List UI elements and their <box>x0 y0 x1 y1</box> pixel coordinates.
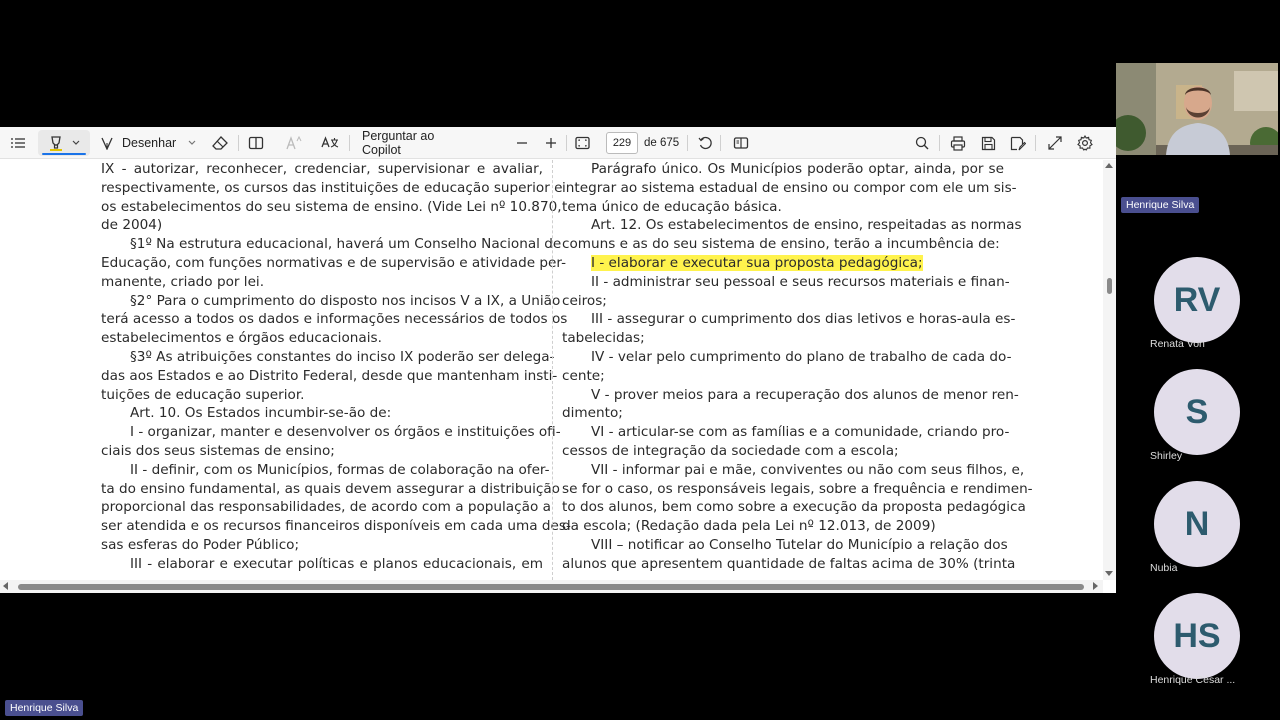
search-icon[interactable] <box>911 127 933 159</box>
contents-icon[interactable] <box>6 127 30 159</box>
toolbar-divider <box>939 135 940 151</box>
active-indicator <box>42 153 86 155</box>
text-line: V - prover meios para a recuperação dos alunos de menor ren- <box>591 386 1019 403</box>
text-line: de 2004) <box>101 217 163 234</box>
text-line: Educação, com funções normativas e de supervisão e atividade per- <box>101 254 567 271</box>
pdf-toolbar <box>0 127 1116 159</box>
text-line: to dos alunos, bem como sobre a execução da proposta pedagógica <box>562 499 1026 516</box>
text-line: Parágrafo único. Os Municípios poderão optar, ainda, por se <box>591 161 1004 177</box>
text-line: integrar ao sistema estadual de ensino ou compor com ele um sis- <box>562 179 1017 196</box>
left-text-column <box>101 160 571 574</box>
rotate-icon[interactable] <box>694 127 716 159</box>
fit-page-icon[interactable] <box>571 127 593 159</box>
text-line: comuns e as do seu sistema de ensino, terão a incumbência de: <box>562 236 1000 253</box>
settings-gear-icon[interactable] <box>1074 127 1096 159</box>
highlighted-text[interactable]: I - elaborar e executar sua proposta pedagógica; <box>591 254 923 271</box>
participant-avatar[interactable]: N <box>1154 481 1240 567</box>
text-line: IX - autorizar, reconhecer, credenciar, supervisionar e avaliar, <box>101 161 543 177</box>
translate-icon[interactable] <box>318 127 342 159</box>
participant-name: Henrique César ... <box>1150 674 1236 686</box>
text-line: VI - articular-se com as famílias e a comunidade, criando pro- <box>591 424 1010 441</box>
scroll-down-icon[interactable] <box>1105 571 1113 576</box>
text-line: alunos que apresentem quantidade de faltas acima de 30% (trinta <box>562 555 1016 572</box>
eraser-icon[interactable] <box>208 127 232 159</box>
copilot-label: Perguntar ao Copilot <box>362 129 435 157</box>
toolbar-divider <box>687 135 688 151</box>
page-number-input[interactable]: 229 <box>606 132 638 154</box>
participant-name: Nubia <box>1150 562 1178 574</box>
scroll-up-icon[interactable] <box>1105 163 1113 168</box>
save-icon[interactable] <box>977 127 999 159</box>
text-line: ser atendida e os recursos financeiros disponíveis em cada uma des- <box>101 518 571 535</box>
toolbar-divider <box>566 135 567 151</box>
speaker-name-tag: Henrique Silva <box>1121 197 1199 213</box>
text-line: VII - informar pai e mãe, conviventes ou não com seus filhos, e, <box>591 461 1025 478</box>
text-line: proporcional das responsabilidades, de acordo com a população a <box>101 499 551 516</box>
text-line: manente, criado por lei. <box>101 273 265 290</box>
text-line: estabelecimentos e órgãos educacionais. <box>101 330 382 347</box>
draw-label: Desenhar <box>122 136 177 150</box>
text-line: os estabelecimentos do seu sistema de ensino. (Vide Lei nº 10.870, <box>101 198 562 215</box>
page-view-icon[interactable] <box>244 127 268 159</box>
text-line: cessos de integração da sociedade com a escola; <box>562 442 899 459</box>
draw-button[interactable] <box>100 127 190 159</box>
right-text-column <box>562 160 1033 574</box>
participant-avatar[interactable]: S <box>1154 369 1240 455</box>
text-line: terá acesso a todos os dados e informações necessários de todos os <box>101 311 568 328</box>
text-line: III - elaborar e executar políticas e planos educacionais, em <box>130 555 543 572</box>
participant-name: Renata Von <box>1150 338 1205 350</box>
text-line: III - assegurar o cumprimento dos dias letivos e horas-aula es- <box>591 311 1016 328</box>
text-line: respectivamente, os cursos das instituições de educação superior e <box>101 179 563 196</box>
horizontal-scroll-thumb[interactable] <box>18 584 1084 590</box>
pdf-viewer <box>0 127 1116 593</box>
text-line: se for o caso, os responsáveis legais, sobre a frequência e rendimen- <box>562 480 1033 497</box>
text-line: I - organizar, manter e desenvolver os órgãos e instituições ofi- <box>130 424 561 441</box>
pdf-page-content[interactable] <box>0 160 1103 580</box>
ask-copilot-button[interactable] <box>362 127 474 159</box>
text-line: tema único de educação básica. <box>562 198 782 215</box>
text-line: das aos Estados e ao Distrito Federal, desde que mantenham insti- <box>101 367 558 384</box>
text-line: dimento; <box>562 405 623 422</box>
text-line: §1º Na estrutura educacional, haverá um Conselho Nacional de <box>130 236 562 253</box>
vertical-scrollbar[interactable] <box>1103 160 1116 580</box>
two-page-icon[interactable] <box>730 127 752 159</box>
expand-icon[interactable] <box>1044 127 1066 159</box>
chevron-down-icon <box>188 140 196 146</box>
print-icon[interactable] <box>947 127 969 159</box>
zoom-out-icon[interactable] <box>512 127 532 159</box>
text-line: VIII – notificar ao Conselho Tutelar do Município a relação dos <box>591 536 1008 553</box>
toolbar-divider <box>1035 135 1036 151</box>
column-divider <box>552 160 553 580</box>
scroll-right-icon[interactable] <box>1093 582 1098 590</box>
text-line: ceiros; <box>562 292 607 309</box>
chevron-down-icon <box>72 140 80 146</box>
scroll-left-icon[interactable] <box>3 582 8 590</box>
text-line: ciais dos seus sistemas de ensino; <box>101 442 335 459</box>
text-line: §3º As atribuições constantes do inciso IX poderão ser delega- <box>130 348 555 365</box>
speaker-video-frame <box>1116 63 1278 155</box>
text-line: II - definir, com os Municípios, formas de colaboração na ofer- <box>130 461 550 478</box>
text-line: sas esferas do Poder Público; <box>101 536 300 553</box>
toolbar-divider <box>238 135 239 151</box>
horizontal-scrollbar[interactable] <box>0 580 1103 593</box>
text-line: §2° Para o cumprimento do disposto nos incisos V a IX, a União <box>130 292 561 309</box>
text-line: Art. 10. Os Estados incumbir-se-ão de: <box>130 405 392 422</box>
speaker-video[interactable] <box>1116 63 1278 155</box>
participant-name: Shirley <box>1150 450 1183 462</box>
page-total: de 675 <box>644 137 680 149</box>
vertical-scroll-thumb[interactable] <box>1107 278 1112 294</box>
participant-avatar[interactable]: HS <box>1154 593 1240 679</box>
text-line: da escola; (Redação dada pela Lei nº 12.013, de 2009) <box>562 518 936 535</box>
highlighter-icon <box>48 135 64 151</box>
zoom-in-icon[interactable] <box>541 127 561 159</box>
save-as-icon[interactable] <box>1007 127 1029 159</box>
text-line <box>562 254 1004 273</box>
pen-icon <box>100 136 114 150</box>
presenter-name-tag: Henrique Silva <box>5 700 83 716</box>
text-line: IV - velar pelo cumprimento do plano de trabalho de cada do- <box>591 348 1012 365</box>
text-line: Art. 12. Os estabelecimentos de ensino, respeitadas as normas <box>591 217 1022 234</box>
text-size-icon[interactable] <box>282 127 306 159</box>
toolbar-divider <box>720 135 721 151</box>
toolbar-divider <box>349 135 350 151</box>
text-line: tuições de educação superior. <box>101 386 305 403</box>
text-line: ta do ensino fundamental, as quais devem assegurar a distribuição <box>101 480 560 497</box>
text-line: tabelecidas; <box>562 330 645 347</box>
participant-avatar[interactable]: RV <box>1154 257 1240 343</box>
text-line: cente; <box>562 367 605 384</box>
highlight-button[interactable] <box>38 130 90 156</box>
text-line: II - administrar seu pessoal e seus recursos materiais e finan- <box>591 273 1010 290</box>
